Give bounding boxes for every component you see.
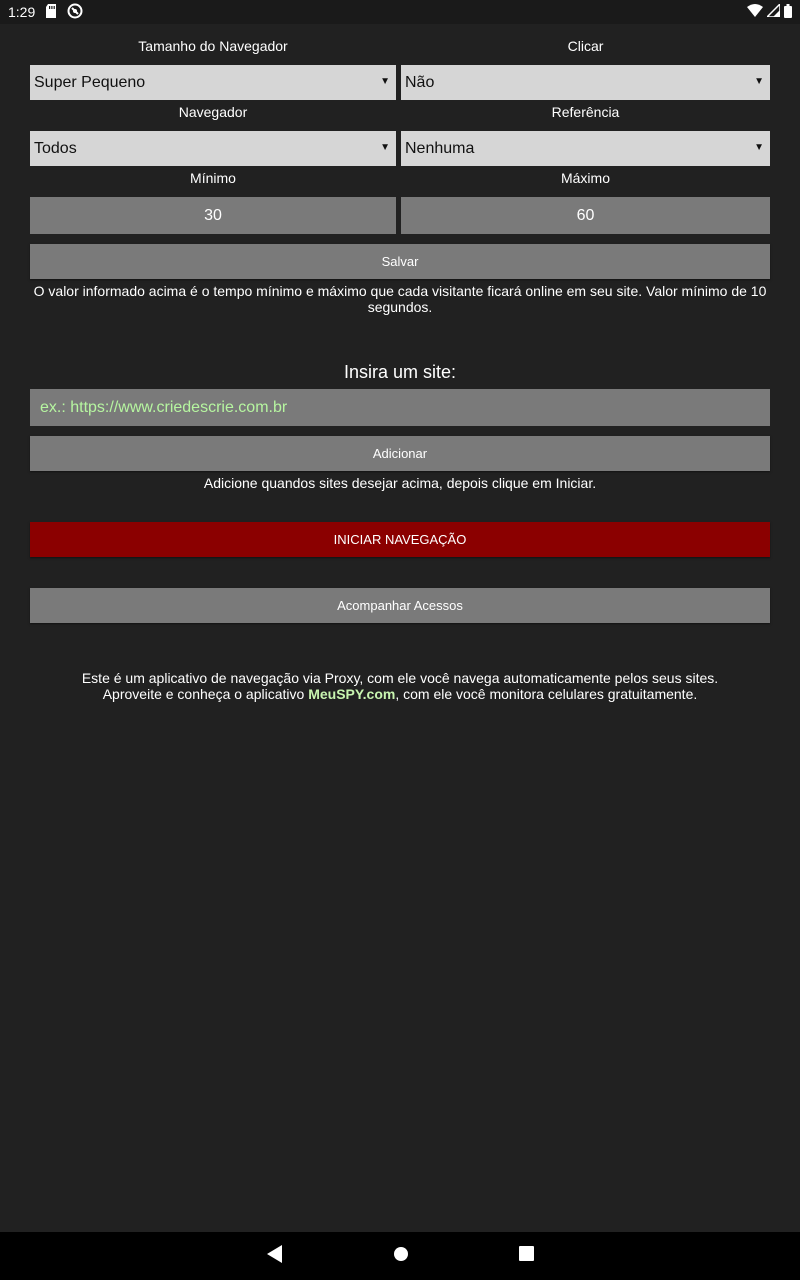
signal-icon	[767, 4, 780, 20]
browser-size-select[interactable]	[30, 65, 396, 100]
back-icon[interactable]	[267, 1245, 283, 1268]
browser-value: Todos	[34, 139, 77, 157]
battery-icon	[784, 4, 792, 21]
referrer-select[interactable]	[401, 131, 770, 166]
footer-line-1: Este é um aplicativo de navegação via Proxy, com ele você navega automaticamente pelos seus sites.	[81, 670, 719, 686]
minimum-label: Mínimo	[190, 170, 236, 186]
footer-line-2-prefix: Aproveite e conheça o aplicativo	[102, 686, 309, 702]
browser-size-value: Super Pequeno	[34, 73, 146, 91]
referrer-label: Referência	[551, 104, 620, 120]
footer-line-2	[30, 686, 770, 702]
system-nav-bar	[0, 1232, 800, 1280]
start-navigation-button[interactable]: INICIAR NAVEGAÇÃO	[30, 522, 770, 557]
maximum-input[interactable]: 60	[401, 197, 770, 234]
footer-line-2-suffix: , com ele você monitora celulares gratuitamente.	[395, 686, 698, 702]
site-heading: Insira um site:	[343, 362, 457, 382]
sd-card-icon	[45, 4, 57, 21]
dropdown-caret-icon: ▼	[754, 142, 764, 153]
dropdown-caret-icon: ▼	[380, 76, 390, 87]
click-select[interactable]	[401, 65, 770, 100]
track-access-button[interactable]: Acompanhar Acessos	[30, 588, 770, 623]
browser-select[interactable]	[30, 131, 396, 166]
home-icon[interactable]	[393, 1246, 409, 1267]
minimum-input[interactable]: 30	[30, 197, 396, 234]
sync-icon	[67, 3, 83, 22]
click-label: Clicar	[567, 38, 604, 54]
save-button[interactable]: Salvar	[30, 244, 770, 279]
site-url-placeholder: ex.: https://www.criedescrie.com.br	[40, 398, 288, 416]
site-url-input[interactable]	[30, 389, 770, 426]
recents-icon[interactable]	[519, 1246, 534, 1266]
dropdown-caret-icon: ▼	[754, 76, 764, 87]
browser-size-label: Tamanho do Navegador	[138, 38, 288, 54]
status-bar	[0, 0, 800, 24]
status-time: 1:29	[8, 4, 36, 20]
add-help-text: Adicione quandos sites desejar acima, depois clique em Iniciar.	[203, 475, 597, 491]
wifi-icon	[747, 4, 763, 20]
dropdown-caret-icon: ▼	[380, 142, 390, 153]
maximum-label: Máximo	[560, 170, 610, 186]
browser-label: Navegador	[178, 104, 248, 120]
click-value: Não	[405, 73, 435, 91]
meuspy-link[interactable]: MeuSPY.com	[308, 686, 396, 702]
referrer-value: Nenhuma	[405, 139, 475, 157]
footer-text	[30, 670, 770, 702]
add-site-button[interactable]: Adicionar	[30, 436, 770, 471]
time-info-text: O valor informado acima é o tempo mínimo e máximo que cada visitante ficará online em seu site. Valor mínimo de 10 segundos.	[33, 283, 767, 315]
